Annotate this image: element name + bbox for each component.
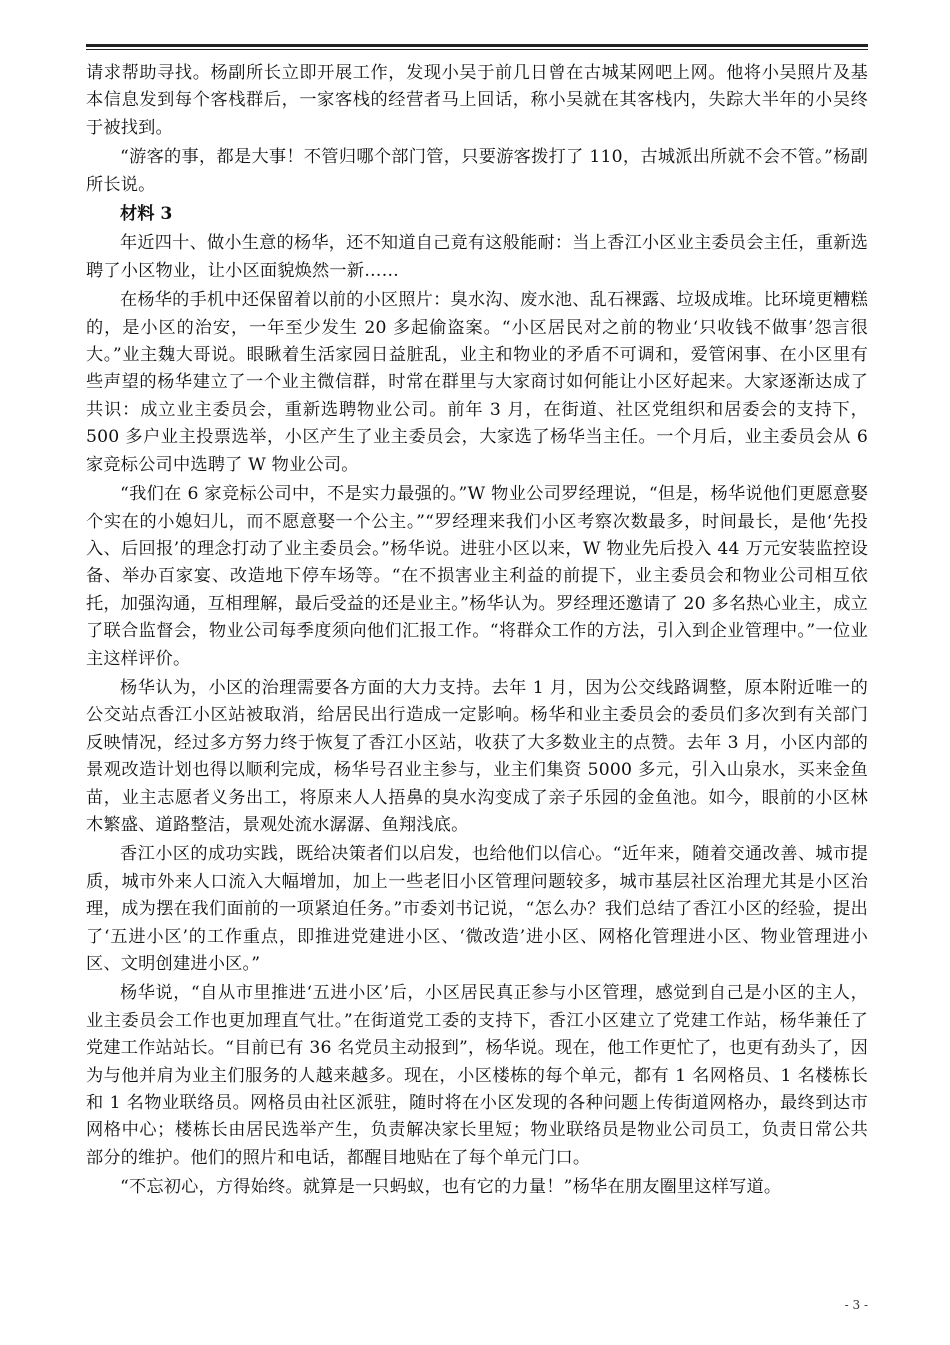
header-rule xyxy=(86,44,868,50)
paragraph: 杨华认为，小区的治理需要各方面的大力支持。去年 1 月，因为公交线路调整，原本附近唯一的公交站点香江小区站被取消，给居民出行造成一定影响。杨华和业主委员会的委员们多次到有关部门反映情况，经过多方努力终于恢复了香江小区站，收获了大多数业主的点赞。去年 3 月，小区内部的景观改造计划也得以顺利完成，杨华号召业主参与，业主们集资 5000 多元，引入山泉水，买来金鱼苗，业主志愿者义务出工，将原来人人捂鼻的臭水沟变成了亲子乐园的金鱼池。如今，眼前的小区林木繁盛、道路整洁，景观处流水潺潺、鱼翔浅底。 xyxy=(86,677,868,835)
paragraph: 在杨华的手机中还保留着以前的小区照片：臭水沟、废水池、乱石裸露、垃圾成堆。比环境更糟糕的，是小区的治安，一年至少发生 20 多起偷盗案。“小区居民对之前的物业‘只收钱不做事’怨言很大。”业主魏大哥说。眼瞅着生活家园日益脏乱，业主和物业的矛盾不可调和，爱管闲事、在小区里有些声望的杨华建立了一个业主微信群，时常在群里与大家商讨如何能让小区好起来。大家逐渐达成了共识：成立业主委员会，重新选聘物业公司。前年 3 月，在街道、社区党组织和居委会的支持下，500 多户业主投票选举，小区产生了业主委员会，大家选了杨华当主任。一个月后，业主委员会从 6 家竞标公司中选聘了 W 物业公司。 xyxy=(86,290,868,475)
section-heading: 材料 3 xyxy=(120,204,173,225)
paragraph: 年近四十、做小生意的杨华，还不知道自己竟有这般能耐：当上香江小区业主委员会主任，重新选聘了小区物业，让小区面貌焕然一新…… xyxy=(86,233,868,281)
paragraph: “不忘初心，方得始终。就算是一只蚂蚁，也有它的力量！”杨华在朋友圈里这样写道。 xyxy=(120,1177,782,1198)
paragraph: “游客的事，都是大事！不管归哪个部门管，只要游客拨打了 110，古城派出所就不会不管。”杨副所长说。 xyxy=(86,147,868,195)
paragraph: 香江小区的成功实践，既给决策者们以启发，也给他们以信心。“近年来，随着交通改善、城市提质，城市外来人口流入大幅增加，加上一些老旧小区管理问题较多，城市基层社区治理尤其是小区治理，成为摆在我们面前的一项紧迫任务。”市委刘书记说，“怎么办？我们总结了香江小区的经验，提出了‘五进小区’的工作重点，即推进党建进小区、‘微改造’进小区、网格化管理进小区、物业管理进小区、文明创建进小区。” xyxy=(86,844,868,974)
paragraph: “我们在 6 家竞标公司中，不是实力最强的。”W 物业公司罗经理说，“但是，杨华说他们更愿意娶个实在的小媳妇儿，而不愿意娶一个公主。”“罗经理来我们小区考察次数最多，时间最长，是他‘先投入、后回报’的理念打动了业主委员会。”杨华说。进驻小区以来，W 物业先后投入 44 万元安装监控设备、举办百家宴、改造地下停车场等。“在不损害业主利益的前提下，业主委员会和物业公司相互依托，加强沟通，互相理解，最后受益的还是业主。”杨华认为。罗经理还邀请了 20 多名热心业主，成立了联合监督会，物业公司每季度须向他们汇报工作。“将群众工作的方法，引入到企业管理中。”一位业主这样评价。 xyxy=(86,484,868,669)
page-number: - 3 - xyxy=(844,1298,868,1312)
body-text xyxy=(86,60,868,1204)
paragraph: 请求帮助寻找。杨副所长立即开展工作，发现小吴于前几日曾在古城某网吧上网。他将小吴照片及基本信息发到每个客栈群后，一家客栈的经营者马上回话，称小吴就在其客栈内，失踪大半年的小吴终于被找到。 xyxy=(86,63,868,138)
document-page xyxy=(86,0,868,1345)
paragraph: 杨华说，“自从市里推进‘五进小区’后，小区居民真正参与小区管理，感觉到自己是小区的主人，业主委员会工作也更加理直气壮。”在街道党工委的支持下，香江小区建立了党建工作站，杨华兼任了党建工作站站长。“目前已有 36 名党员主动报到”，杨华说。现在，他工作更忙了，也更有劲头了，因为与他并肩为业主们服务的人越来越多。现在，小区楼栋的每个单元，都有 1 名网格员、1 名楼栋长和 1 名物业联络员。网格员由社区派驻，随时将在小区发现的各种问题上传街道网格办，最终到达市网格中心；楼栋长由居民选举产生，负责解决家长里短；物业联络员是物业公司员工，负责日常公共部分的维护。他们的照片和电话，都醒目地贴在了每个单元门口。 xyxy=(86,983,868,1168)
